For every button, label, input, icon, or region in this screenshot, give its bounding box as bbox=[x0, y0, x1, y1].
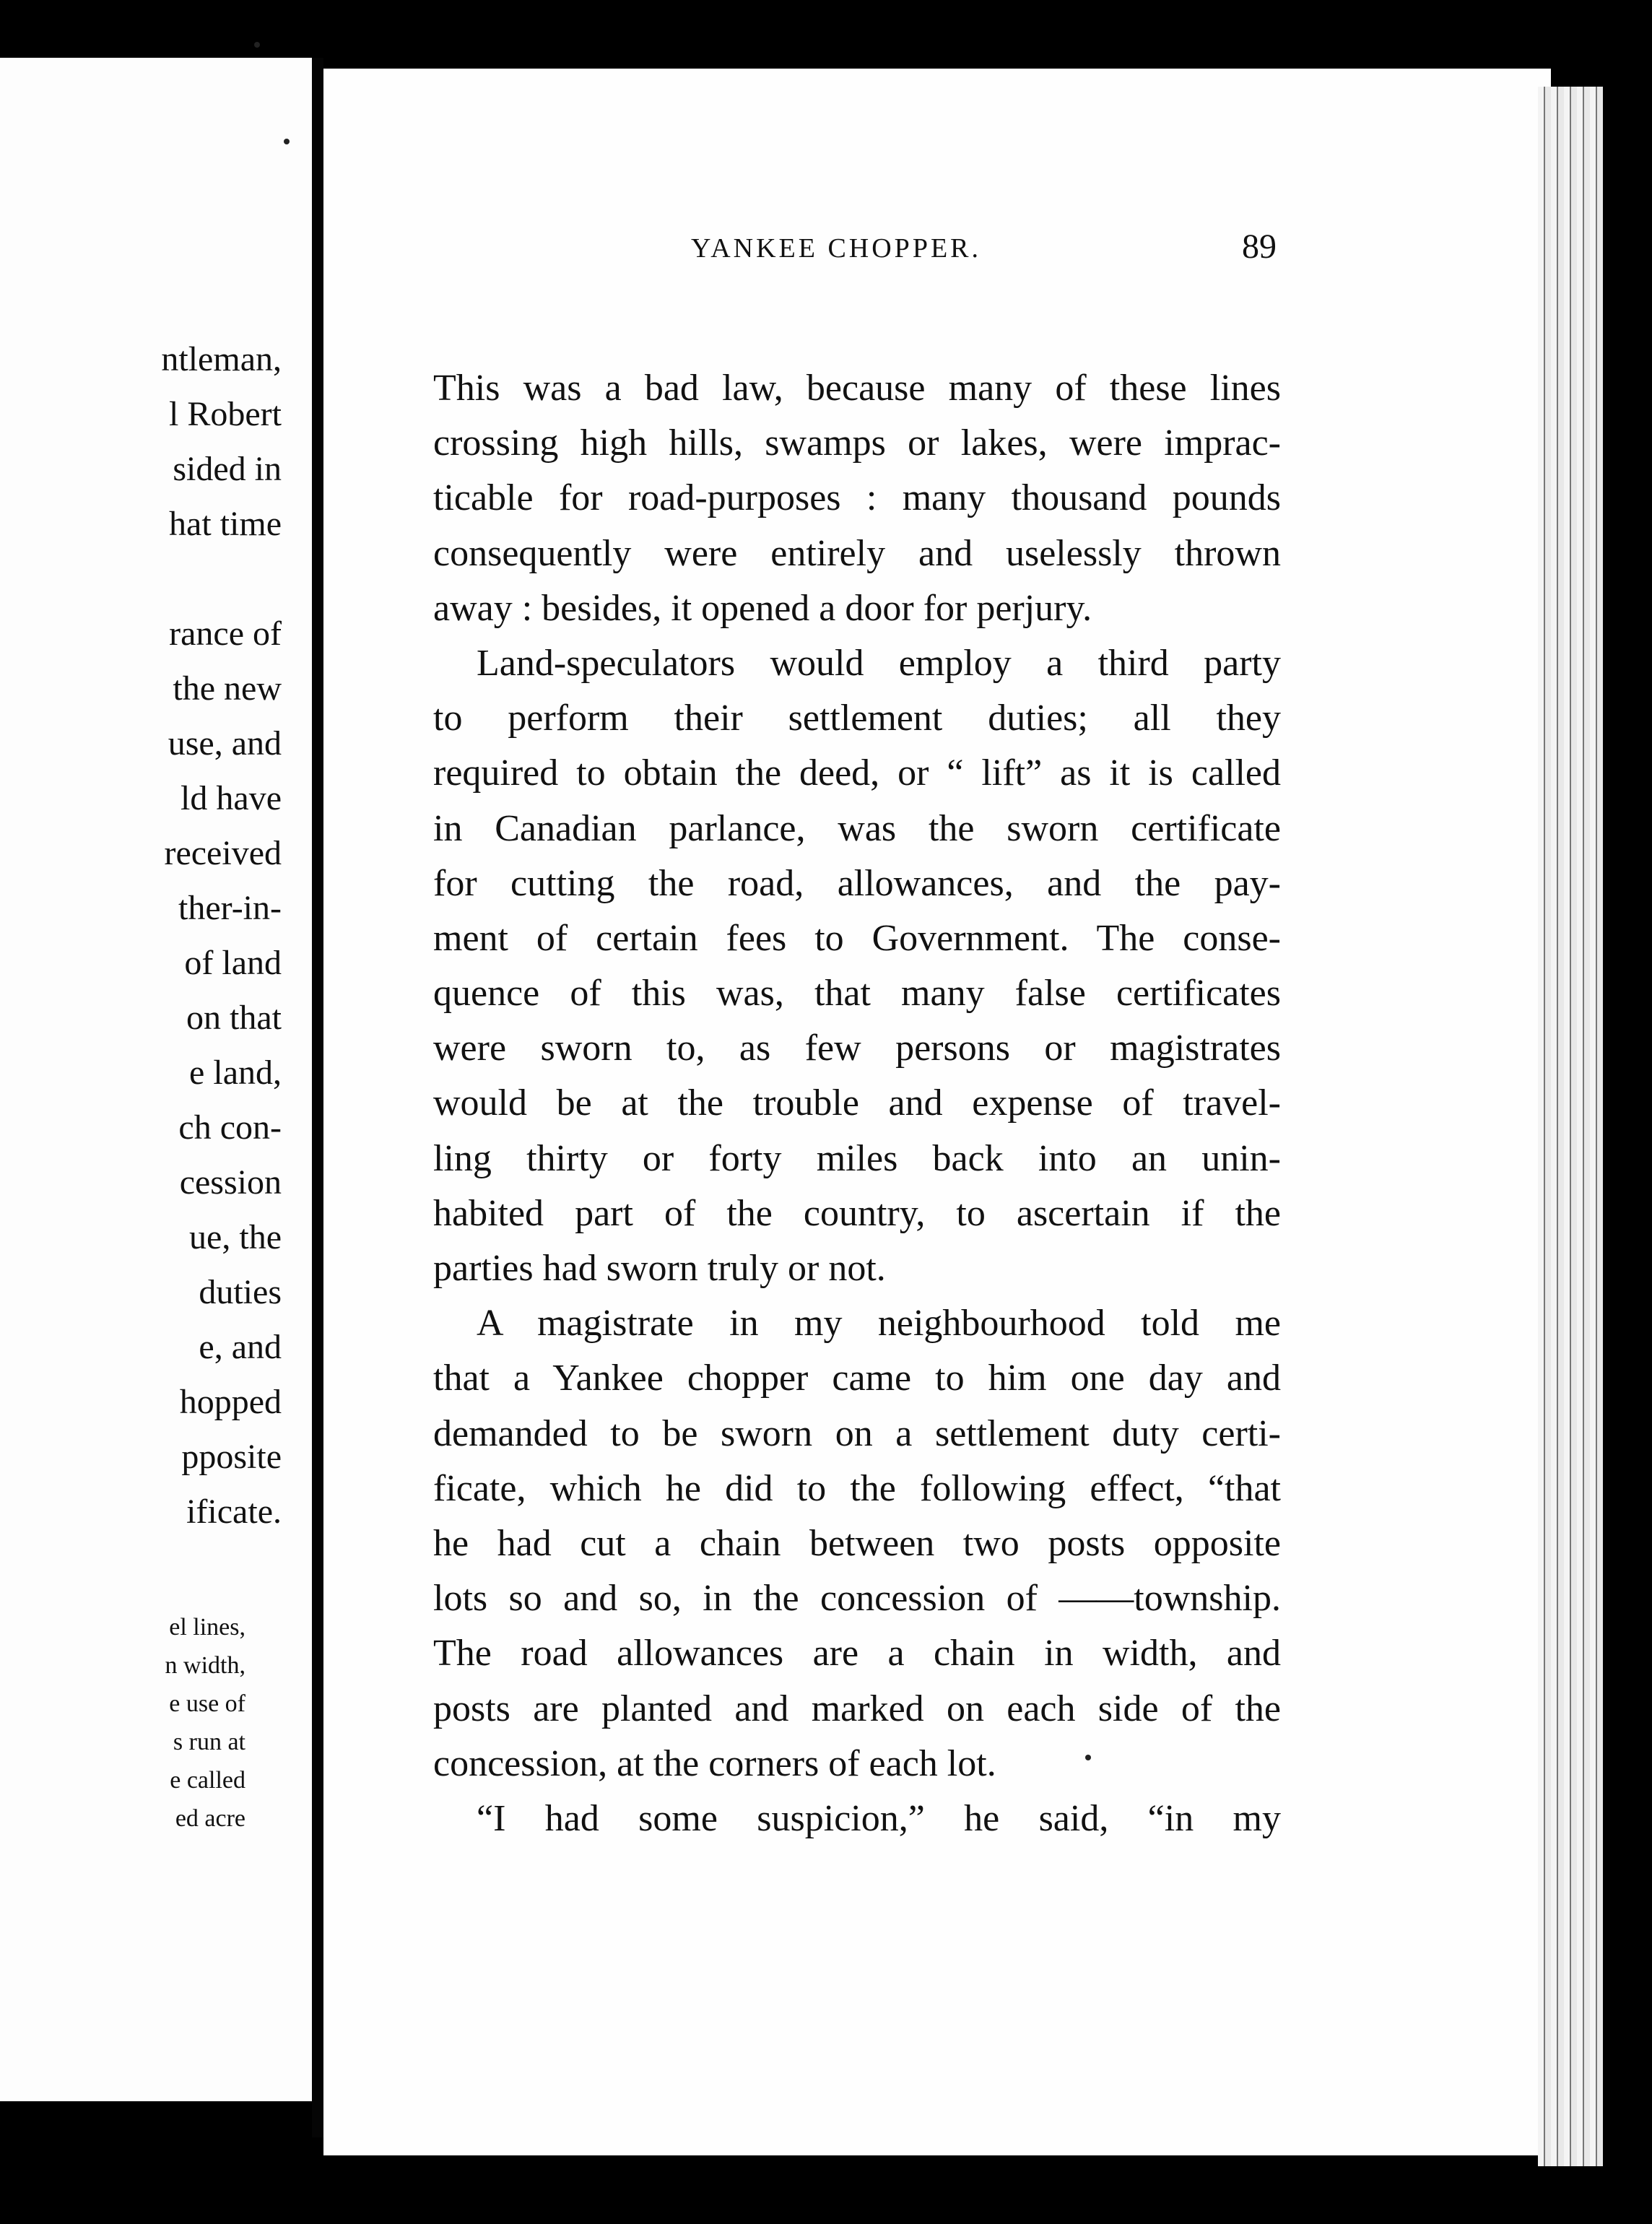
left-text-line: the new bbox=[173, 669, 282, 708]
left-text-line: ntleman, bbox=[161, 340, 282, 378]
left-text-line: cession bbox=[179, 1163, 282, 1202]
text-line: A magistrate in my neighbourhood told me bbox=[477, 1303, 1281, 1345]
text-line: that a Yankee chopper came to him one day and bbox=[433, 1358, 1281, 1399]
left-footnote-line: e use of bbox=[169, 1690, 245, 1717]
main-text bbox=[433, 361, 1281, 1846]
left-text-line: duties bbox=[199, 1273, 282, 1311]
left-footnote-line: s run at bbox=[173, 1729, 245, 1755]
left-text-line: use, and bbox=[168, 724, 282, 763]
text-line: posts are planted and marked on each side of the bbox=[433, 1687, 1281, 1729]
text-line: quence of this was, that many false certificates bbox=[433, 973, 1281, 1015]
text-line: “I had some suspicion,” he said, “in my bbox=[477, 1797, 1281, 1839]
left-page-body bbox=[0, 332, 282, 1539]
text-line: habited part of the country, to ascertain if the bbox=[433, 1192, 1281, 1234]
left-text-line: hopped bbox=[179, 1383, 282, 1421]
text-line: parties had sworn truly or not. bbox=[433, 1248, 886, 1289]
left-text-line: rance of bbox=[169, 614, 282, 653]
text-line: The road allowances are a chain in width, and bbox=[433, 1633, 1281, 1674]
left-footnote-line: el lines, bbox=[169, 1614, 245, 1641]
text-line: away : besides, it opened a door for perjury. bbox=[433, 587, 1092, 629]
left-text-line: of land bbox=[184, 944, 282, 982]
text-line: to perform their settlement duties; all they bbox=[433, 698, 1281, 739]
left-footnote-line: ed acre bbox=[175, 1805, 245, 1832]
left-text-line: e land, bbox=[189, 1054, 282, 1092]
left-page-footnotes bbox=[29, 1608, 245, 1838]
text-line: for cutting the road, allowances, and the pay- bbox=[433, 862, 1281, 904]
left-text-line: pposite bbox=[181, 1438, 282, 1476]
left-text-line bbox=[0, 552, 282, 607]
page-edges bbox=[1538, 87, 1603, 2166]
text-line: required to obtain the deed, or “ lift” as it is called bbox=[433, 752, 1281, 794]
text-line: crossing high hills, swamps or lakes, were imprac- bbox=[433, 422, 1281, 464]
text-line: he had cut a chain between two posts opposite bbox=[433, 1522, 1281, 1564]
left-text-line: ificate. bbox=[186, 1493, 282, 1531]
text-line: This was a bad law, because many of these lines bbox=[433, 368, 1281, 409]
text-line: ment of certain fees to Government. The conse- bbox=[433, 917, 1281, 959]
print-speck bbox=[284, 139, 290, 144]
text-line: concession, at the corners of each lot. bbox=[433, 1742, 996, 1784]
left-text-line: hat time bbox=[169, 505, 282, 543]
left-text-line: received bbox=[164, 834, 282, 872]
left-footnote-line: n width, bbox=[165, 1652, 245, 1679]
text-line: ling thirty or forty miles back into an unin- bbox=[433, 1137, 1281, 1179]
text-line: ficate, which he did to the following effect, “that bbox=[433, 1467, 1281, 1509]
text-line: were sworn to, as few persons or magistrates bbox=[433, 1028, 1281, 1069]
left-text-line: e, and bbox=[199, 1328, 282, 1366]
print-speck bbox=[254, 42, 260, 48]
left-text-line: sided in bbox=[173, 450, 282, 488]
left-text-line: ther-in- bbox=[178, 889, 282, 927]
text-line: Land-speculators would employ a third party bbox=[477, 642, 1281, 684]
left-text-line: ch con- bbox=[178, 1108, 282, 1147]
left-text-line: l Robert bbox=[169, 395, 282, 433]
running-title: YANKEE CHOPPER. bbox=[690, 233, 982, 264]
book-gutter bbox=[312, 58, 323, 2137]
left-text-line: ue, the bbox=[189, 1218, 282, 1256]
page-number: 89 bbox=[1242, 227, 1277, 266]
text-line: demanded to be sworn on a settlement duty certi- bbox=[433, 1412, 1281, 1454]
left-text-line: on that bbox=[186, 999, 282, 1037]
left-footnote-line: e called bbox=[170, 1767, 245, 1794]
left-text-line: ld have bbox=[181, 779, 282, 817]
text-line: lots so and so, in the concession of ——township. bbox=[433, 1578, 1281, 1620]
left-page bbox=[0, 58, 316, 2101]
text-line: would be at the trouble and expense of travel- bbox=[433, 1082, 1281, 1124]
print-speck bbox=[1085, 1755, 1091, 1760]
text-line: ticable for road-purposes : many thousand pounds bbox=[433, 477, 1281, 519]
text-line: in Canadian parlance, was the sworn certificate bbox=[433, 807, 1281, 849]
text-line: consequently were entirely and uselessly thrown bbox=[433, 532, 1281, 574]
